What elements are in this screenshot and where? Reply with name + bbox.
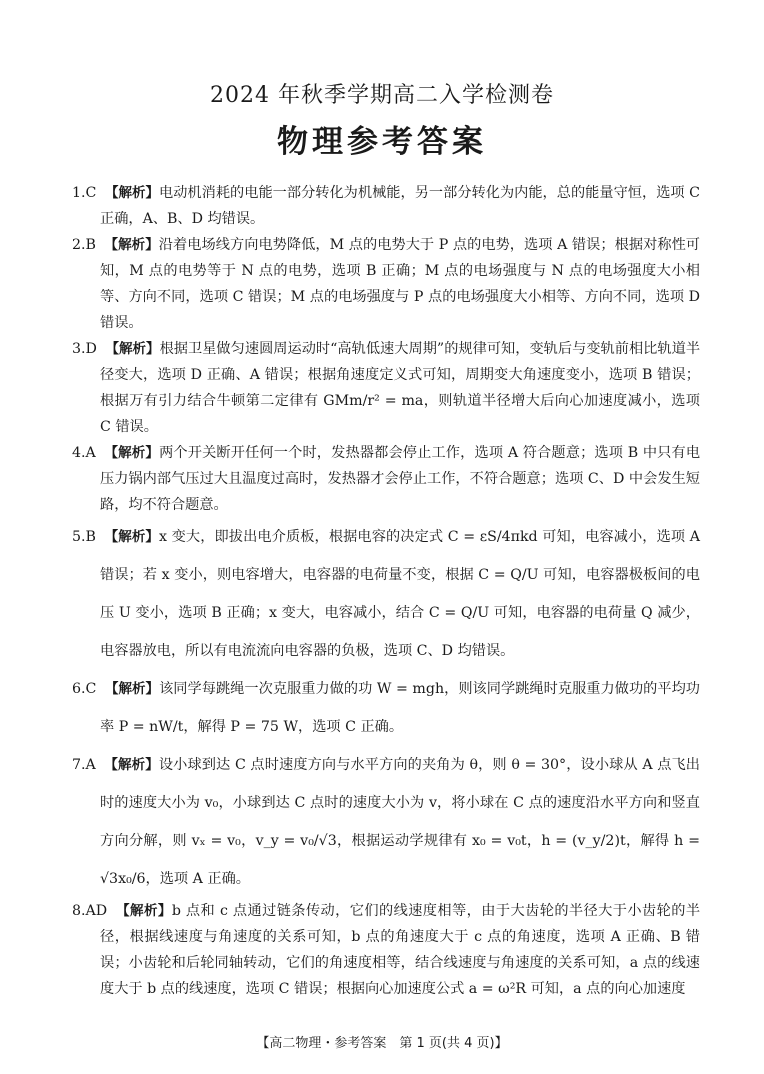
question-6: [72, 670, 700, 746]
analysis-text: 两个开关断开任何一个时，发热器都会停止工作，选项 A 符合题意；选项 B 中只有电压力锅内部气压过大且温度过高时，发热器才会停止工作，不符合题意；选项 C、D 中会发生短路，均不符合题意。: [100, 445, 701, 513]
exam-title: 2024 年秋季学期高二入学检测卷: [210, 83, 554, 108]
question-answer: A: [85, 445, 96, 461]
question-number: 1.: [72, 185, 86, 201]
question-number: 5.: [72, 529, 86, 545]
analysis-tag: 【解析】: [105, 341, 160, 357]
analysis-text: 电动机消耗的电能一部分转化为机械能，另一部分转化为内能，总的能量守恒，选项 C 正确，A、B、D 均错误。: [100, 185, 700, 227]
question-answer: A: [85, 757, 96, 773]
question-2: [72, 232, 700, 336]
analysis-tag: 【解析】: [104, 185, 160, 201]
question-5: [72, 518, 700, 670]
analysis-text: x 变大，即拔出电介质板，根据电容的决定式 C = εS/4πkd 可知，电容减小，选项 A 错误；若 x 变小，则电容增大，电容器的电荷量不变，根据 C = Q/U 可知，电容器极板间的电压 U 变小，选项 B 正确；x 变大，电容减小，结合 C = Q/U 可知，电容器的电荷量 Q 减少，电容器放电，所以有电流流向电容器的负极，选项 C、D 均错误。: [100, 529, 701, 659]
analysis-text: b 点和 c 点通过链条传动，它们的线速度相等，由于大齿轮的半径大于小齿轮的半径，根据线速度与角速度的关系可知，b 点的角速度大于 c 点的角速度，选项 A 正确、B 错误；小齿轮和后轮同轴转动，它们的角速度相等，结合线速度与角速度的关系可知，a 点的线速度大于 b 点的线速度，选项 C 错误；根据向心加速度公式 a = ω²R 可知，a 点的向心加速度: [100, 903, 701, 997]
answer-key-title: 物理参考答案: [277, 124, 487, 160]
analysis-tag: 【解析】: [104, 757, 159, 773]
question-number: 4.: [72, 445, 86, 461]
question-1: [72, 180, 700, 232]
analysis-tag: 【解析】: [104, 237, 159, 253]
analysis-text: 沿着电场线方向电势降低，M 点的电势大于 P 点的电势，选项 A 错误；根据对称性可知，M 点的电势等于 N 点的电势，选项 B 正确；M 点的电场强度与 N 点的电场强度大小相等、方向不同，选项 C 错误；M 点的电场强度与 P 点的电场强度大小相等、方向不同，选项 D 错误。: [100, 237, 700, 331]
page-footer: 【高二物理・参考答案 第 1 页(共 4 页)】: [256, 1036, 508, 1051]
question-8: [72, 898, 700, 1002]
analysis-text: 根据卫星做匀速圆周运动时“高轨低速大周期”的规律可知，变轨后与变轨前相比轨道半径变大，选项 D 正确、A 错误；根据角速度定义式可知，周期变大角速度变小，选项 B 错误；根据万有引力结合牛顿第二定律有 GMm/r² = ma，则轨道半径增大后向心加速度减小，选项 C 错误。: [100, 341, 701, 435]
question-number: 7.: [72, 757, 86, 773]
question-answer: B: [85, 237, 96, 253]
question-number: 3.: [72, 341, 86, 357]
answers-body: [72, 180, 700, 1002]
analysis-text: 设小球到达 C 点时速度方向与水平方向的夹角为 θ，则 θ = 30°，设小球从 A 点飞出时的速度大小为 v₀，小球到达 C 点时的速度大小为 v，将小球在 C 点的速度沿水平方向和竖直方向分解，则 vₓ = v₀，v_y = v₀/√3，根据运动学规律有 x₀ = v₀t，h = (v_y/2)t，解得 h = √3x₀/6，选项 A 正确。: [100, 757, 700, 887]
analysis-text: 该同学每跳绳一次克服重力做的功 W = mgh，则该同学跳绳时克服重力做功的平均功率 P = nW/t，解得 P = 75 W，选项 C 正确。: [100, 681, 700, 735]
question-7: [72, 746, 700, 898]
question-answer: D: [85, 341, 97, 357]
analysis-tag: 【解析】: [116, 903, 172, 919]
question-answer: C: [85, 681, 97, 697]
question-answer: AD: [85, 903, 108, 919]
question-answer: C: [85, 185, 97, 201]
analysis-tag: 【解析】: [104, 529, 160, 545]
question-4: [72, 440, 700, 518]
question-number: 2.: [72, 237, 86, 253]
analysis-tag: 【解析】: [104, 445, 160, 461]
question-answer: B: [85, 529, 96, 545]
question-number: 8.: [72, 903, 86, 919]
question-number: 6.: [72, 681, 86, 697]
analysis-tag: 【解析】: [104, 681, 160, 697]
question-3: [72, 336, 700, 440]
